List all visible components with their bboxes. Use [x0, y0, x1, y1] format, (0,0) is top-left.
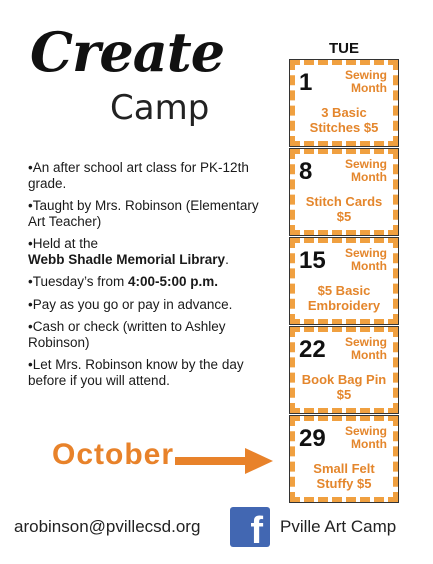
bullet-text: •An after school art class for PK-12th grade.	[28, 160, 249, 191]
info-bullet	[28, 297, 278, 313]
calendar-cell	[290, 60, 398, 146]
cell-activity: $5 Basic Embroidery	[307, 283, 381, 313]
info-bullet	[28, 357, 278, 388]
title-create: Create	[30, 20, 225, 84]
calendar-cell	[290, 416, 398, 502]
cell-date: 29	[299, 425, 326, 452]
cell-activity: 3 Basic Stitches $5	[309, 105, 379, 135]
calendar-cell	[290, 149, 398, 235]
bullet-text: •Tuesday’s from	[28, 274, 129, 289]
bullet-text: •Pay as you go or pay in advance.	[28, 296, 233, 312]
bullet-bold-text: Webb Shadle Memorial Library	[28, 251, 226, 267]
title-camp: Camp	[110, 88, 210, 128]
cell-month-label: Sewing Month	[344, 68, 387, 95]
cell-month-label: Sewing Month	[344, 424, 387, 451]
info-bullet-list	[28, 160, 278, 395]
cell-month-label: Sewing Month	[344, 246, 387, 273]
day-header: TUE	[329, 40, 359, 57]
info-bullet	[28, 198, 278, 229]
calendar-cell	[290, 327, 398, 413]
facebook-icon: f	[230, 507, 270, 547]
bullet-text: .	[225, 251, 229, 267]
info-bullet	[28, 274, 278, 290]
cell-month-label: Sewing Month	[344, 335, 387, 362]
info-bullet	[28, 160, 278, 191]
cell-month-label: Sewing Month	[344, 157, 387, 184]
contact-email: arobinson@pvillecsd.org	[14, 517, 201, 536]
bullet-text: •Let Mrs. Robinson know by the day before if you will attend.	[28, 357, 244, 388]
bullet-bold-text: 4:00-5:00 p.m.	[128, 274, 219, 289]
cell-date: 1	[299, 69, 313, 96]
cell-activity: Book Bag Pin $5	[301, 372, 387, 402]
facebook-page-name: Pville Art Camp	[280, 517, 397, 536]
info-bullet	[28, 236, 278, 267]
cell-activity: Stitch Cards $5	[305, 194, 383, 224]
bullet-text: •Taught by Mrs. Robinson (Elementary Art Teacher)	[28, 198, 259, 229]
bullet-text: •Cash or check (written to Ashley Robinson)	[28, 319, 226, 350]
cell-activity: Small Felt Stuffy $5	[313, 461, 375, 491]
info-bullet	[28, 319, 278, 350]
bullet-text: •Held at the	[28, 236, 99, 251]
cell-date: 15	[299, 247, 326, 274]
month-banner: October	[52, 438, 175, 471]
calendar-column	[290, 60, 398, 505]
calendar-cell	[290, 238, 398, 324]
cell-date: 22	[299, 336, 326, 363]
cell-date: 8	[299, 158, 313, 185]
arrow-right-icon	[175, 446, 275, 476]
